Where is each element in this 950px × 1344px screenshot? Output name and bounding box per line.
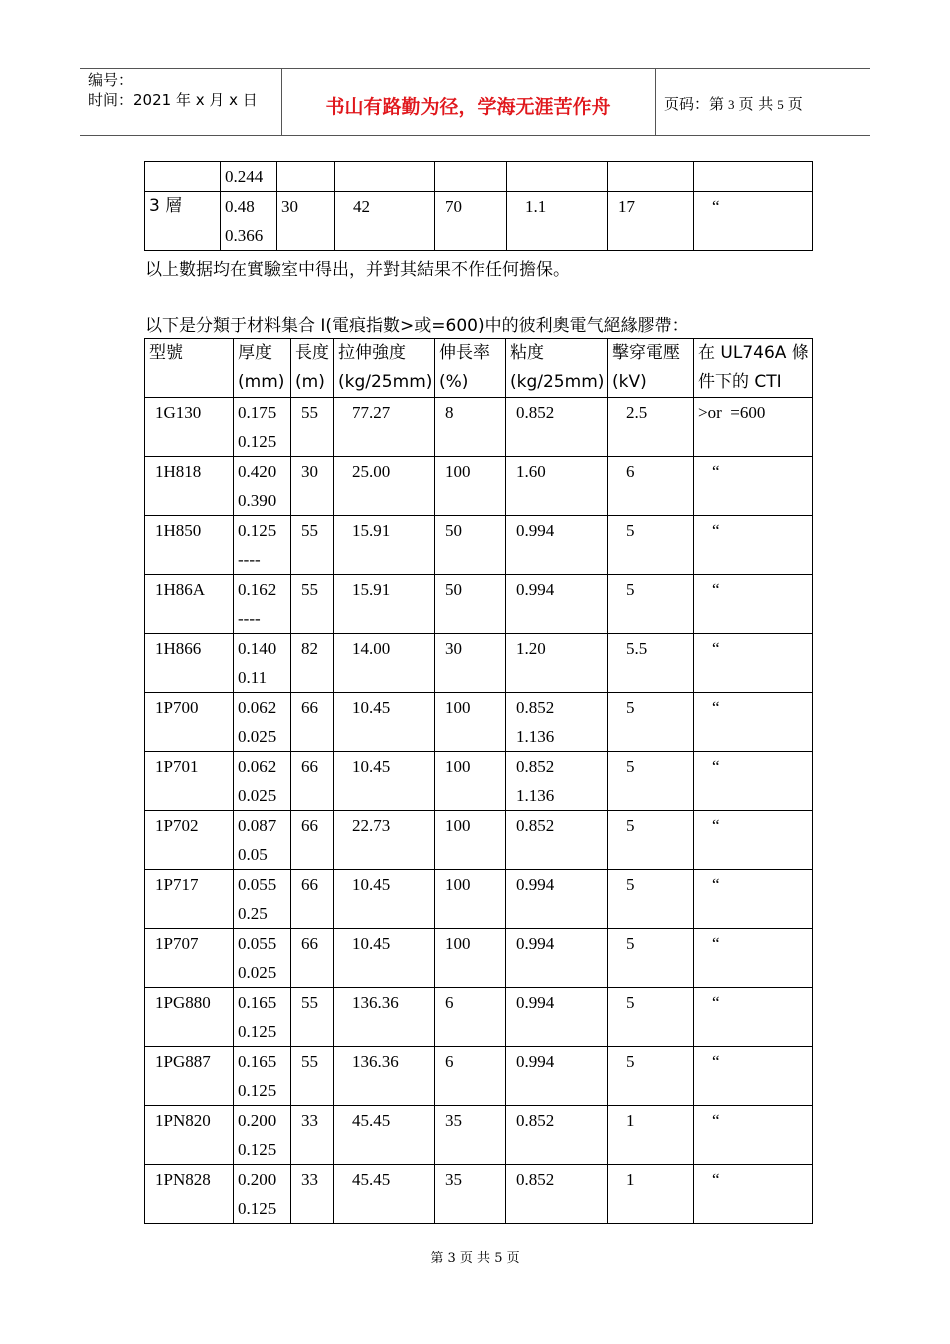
table-cell: 0.055 0.025 [234, 929, 291, 988]
table-cell: 5 [608, 811, 694, 870]
table-cell: 0.062 0.025 [234, 693, 291, 752]
table-cell: 1.20 [506, 634, 608, 693]
table-cell: 1P700 [145, 693, 234, 752]
page-prefix: 页码：第 [664, 95, 725, 113]
table-cell: 1 [608, 1165, 694, 1224]
column-header: 拉伸強度 (kg/25mm) [334, 339, 435, 398]
table-cell: 0.852 [506, 1106, 608, 1165]
table-cell: 0.852 [506, 811, 608, 870]
table-cell: 33 [291, 1106, 334, 1165]
table-cell: 5 [608, 870, 694, 929]
table-cell: 0.994 [506, 870, 608, 929]
header-divider-right [655, 68, 656, 135]
table-row [145, 693, 813, 752]
page-current: 3 [728, 97, 735, 112]
table-row [145, 929, 813, 988]
table-cell: 0.994 [506, 1047, 608, 1106]
table-cell: “ [694, 1106, 813, 1165]
column-header: 伸長率 (%) [435, 339, 506, 398]
table-cell: 1 [608, 1106, 694, 1165]
table-cell: 70 [435, 192, 507, 251]
footer-prefix: 第 [430, 1251, 444, 1266]
header-top-rule [80, 68, 870, 69]
table-cell: 0.852 [506, 398, 608, 457]
table-cell: 1P701 [145, 752, 234, 811]
table-row [145, 398, 813, 457]
table-cell: 5 [608, 929, 694, 988]
table-cell: 0.125 ---- [234, 516, 291, 575]
table-cell [507, 162, 608, 192]
column-header: 粘度 (kg/25mm) [506, 339, 608, 398]
table-row [145, 575, 813, 634]
tape-spec-table [144, 338, 813, 1224]
table-cell: 100 [435, 693, 506, 752]
table-cell: “ [694, 516, 813, 575]
table-cell: 10.45 [334, 752, 435, 811]
table-cell: 10.45 [334, 693, 435, 752]
table-cell: 1H86A [145, 575, 234, 634]
table-cell: 0.994 [506, 988, 608, 1047]
table-row [145, 457, 813, 516]
footer-mid: 页 共 [459, 1251, 491, 1266]
table-cell: 1PG880 [145, 988, 234, 1047]
page-footer [0, 1247, 950, 1266]
column-header: 在 UL746A 條 件下的 CTI [694, 339, 813, 398]
table-cell: 77.27 [334, 398, 435, 457]
table-cell: 0.087 0.05 [234, 811, 291, 870]
table-cell: 45.45 [334, 1106, 435, 1165]
table-cell: 45.45 [334, 1165, 435, 1224]
table-row [145, 988, 813, 1047]
table-cell: 10.45 [334, 870, 435, 929]
table-cell: 100 [435, 457, 506, 516]
table-cell: 0.852 1.136 [506, 752, 608, 811]
table-cell [694, 162, 813, 192]
table-cell: 5 [608, 693, 694, 752]
table-cell: 30 [435, 634, 506, 693]
table-cell: 55 [291, 398, 334, 457]
table-cell: 0.162 ---- [234, 575, 291, 634]
table-cell: 55 [291, 575, 334, 634]
column-header: 擊穿電壓 (kV) [608, 339, 694, 398]
table-cell: 42 [335, 192, 435, 251]
table-row [145, 162, 813, 192]
table-cell: 55 [291, 1047, 334, 1106]
table-cell: 1P717 [145, 870, 234, 929]
table-cell: 1H818 [145, 457, 234, 516]
table-cell: “ [694, 1165, 813, 1224]
table-cell: 25.00 [334, 457, 435, 516]
header-motto: 书山有路勤为径，学海无涯苦作舟 [325, 96, 611, 118]
table-cell: “ [694, 929, 813, 988]
table-cell: 0.200 0.125 [234, 1106, 291, 1165]
table-cell: 50 [435, 575, 506, 634]
table-row [145, 1106, 813, 1165]
table-cell: 15.91 [334, 516, 435, 575]
footer-total: 5 [494, 1251, 503, 1266]
table-cell: 0.852 [506, 1165, 608, 1224]
table-cell: 6 [608, 457, 694, 516]
table-cell: 0.244 [221, 162, 277, 192]
table-cell: 0.994 [506, 575, 608, 634]
table-cell: 136.36 [334, 988, 435, 1047]
table-cell [277, 162, 335, 192]
table-cell: 1P702 [145, 811, 234, 870]
column-header: 長度 (m) [291, 339, 334, 398]
table-cell: 0.165 0.125 [234, 1047, 291, 1106]
table-cell: 100 [435, 870, 506, 929]
table-header-row [145, 339, 813, 398]
table-cell: 5 [608, 516, 694, 575]
table-cell: 1P707 [145, 929, 234, 988]
table-cell: “ [694, 575, 813, 634]
table-cell: 2.5 [608, 398, 694, 457]
table-cell: 1PN820 [145, 1106, 234, 1165]
table-cell: 1.60 [506, 457, 608, 516]
table-cell: 22.73 [334, 811, 435, 870]
page-mid: 页 共 [738, 95, 774, 113]
table-cell: 14.00 [334, 634, 435, 693]
page-total: 5 [777, 97, 784, 112]
table-cell: “ [694, 457, 813, 516]
table-cell: 100 [435, 929, 506, 988]
table-cell: “ [694, 988, 813, 1047]
table-cell: 66 [291, 870, 334, 929]
column-header: 型號 [145, 339, 234, 398]
table-cell: 1G130 [145, 398, 234, 457]
table-cell: “ [694, 811, 813, 870]
table-cell: 35 [435, 1106, 506, 1165]
table-cell: 0.420 0.390 [234, 457, 291, 516]
table-cell: 0.140 0.11 [234, 634, 291, 693]
table-cell: 17 [608, 192, 694, 251]
table-cell: 5 [608, 752, 694, 811]
table-intro-note: 以下是分類于材料集合 I(電痕指數>或=600)中的彼利奧電气絕緣膠帶： [145, 316, 689, 336]
table-row [145, 192, 813, 251]
table-cell: 82 [291, 634, 334, 693]
table-cell: 15.91 [334, 575, 435, 634]
table-cell: 35 [435, 1165, 506, 1224]
table-row [145, 1047, 813, 1106]
table-row [145, 870, 813, 929]
table-cell: 50 [435, 516, 506, 575]
disclaimer-note: 以上數据均在實驗室中得出，并對其結果不作任何擔保。 [145, 260, 570, 280]
table-cell: 5 [608, 1047, 694, 1106]
table-cell [145, 162, 221, 192]
table-cell: 66 [291, 693, 334, 752]
table-cell: 0.48 0.366 [221, 192, 277, 251]
table-row [145, 516, 813, 575]
table-cell: 8 [435, 398, 506, 457]
table-cell: 5.5 [608, 634, 694, 693]
table-cell: 1.1 [507, 192, 608, 251]
table-cell [435, 162, 507, 192]
table-cell: “ [694, 693, 813, 752]
column-header: 厚度 (mm) [234, 339, 291, 398]
table-cell: 66 [291, 929, 334, 988]
header-meta [88, 70, 278, 110]
table-cell: 33 [291, 1165, 334, 1224]
table-cell: 0.852 1.136 [506, 693, 608, 752]
date-label: 时间：2021 年 x 月 x 日 [88, 91, 258, 109]
header-bottom-rule [80, 135, 870, 136]
table-cell: 0.165 0.125 [234, 988, 291, 1047]
table-cell: 55 [291, 516, 334, 575]
table-cell: “ [694, 870, 813, 929]
table-cell: 1H850 [145, 516, 234, 575]
table-cell: 1H866 [145, 634, 234, 693]
header-page-indicator [664, 93, 803, 114]
table-cell: 3 層 [145, 192, 221, 251]
table-cell: 30 [277, 192, 335, 251]
table-cell: 30 [291, 457, 334, 516]
table-cell: 0.200 0.125 [234, 1165, 291, 1224]
table-cell: “ [694, 192, 813, 251]
table-cell: 0.994 [506, 516, 608, 575]
table-cell: “ [694, 752, 813, 811]
table-cell [335, 162, 435, 192]
continued-table [144, 161, 813, 251]
table-cell: 0.062 0.025 [234, 752, 291, 811]
table-cell: 66 [291, 811, 334, 870]
table-row [145, 634, 813, 693]
table-cell: 1PG887 [145, 1047, 234, 1106]
table-row [145, 1165, 813, 1224]
table-cell: 100 [435, 752, 506, 811]
table-cell: 0.055 0.25 [234, 870, 291, 929]
table-cell: 0.994 [506, 929, 608, 988]
table-cell: 55 [291, 988, 334, 1047]
table-cell: 5 [608, 575, 694, 634]
table-cell: 0.175 0.125 [234, 398, 291, 457]
table-cell: 1PN828 [145, 1165, 234, 1224]
table-cell: >or =600 [694, 398, 813, 457]
table-cell: 136.36 [334, 1047, 435, 1106]
page-suffix: 页 [787, 95, 803, 113]
table-cell: 6 [435, 1047, 506, 1106]
table-cell: 66 [291, 752, 334, 811]
table-cell: 5 [608, 988, 694, 1047]
code-label: 编号： [88, 71, 134, 89]
table-cell: 100 [435, 811, 506, 870]
table-cell: 6 [435, 988, 506, 1047]
table-cell: “ [694, 1047, 813, 1106]
table-cell: 10.45 [334, 929, 435, 988]
footer-current: 3 [447, 1251, 456, 1266]
table-cell: “ [694, 634, 813, 693]
footer-suffix: 页 [506, 1251, 520, 1266]
table-row [145, 811, 813, 870]
table-row [145, 752, 813, 811]
table-cell [608, 162, 694, 192]
